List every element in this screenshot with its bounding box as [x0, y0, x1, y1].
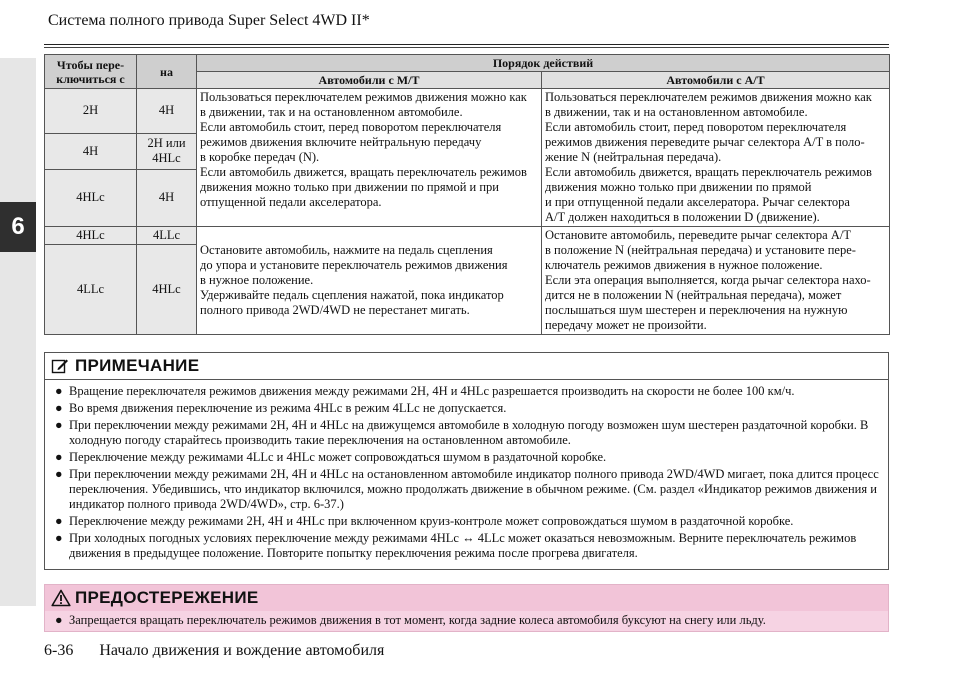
list-item: ● При холодных погодных условиях переключение между режимами 4HLc ↔ 4LLc может оказаться невозможным. Верните переключатель режимов движения в предыдущее положение. Повторите попытку переключения режима после прогрева двигателя.	[55, 531, 857, 560]
col-at-header: Автомобили с A/T	[542, 72, 890, 89]
note-box	[44, 352, 889, 570]
note-item-text: Во время движения переключение из режима 4HLc в режим 4LLc не допускается.	[69, 401, 507, 415]
mt-procedure-group2: Остановите автомобиль, нажмите на педаль сцепления до упора и установите переключатель режимов движения в нужное положение. Удерживайте педаль сцепления нажатой, пока индикатор полного привода 2WD/4WD не перестанет мигать.	[197, 227, 542, 335]
at-procedure-group1: Пользоваться переключателем режимов движения можно как в движении, так и на остановленном автомобиле. Если автомобиль стоит, перед поворотом переключателя режимов движения переведите рычаг селектора A/T в поло- жение N (нейтральная передача). Если автомобиль движется, вращать переключатель режимов движения можно только при движении по прямой и при отпущенной педали акселератора. Рычаг селектора A/T должен находиться в положении D (движение).	[542, 89, 890, 227]
warning-box	[44, 584, 889, 632]
list-item: ● Переключение между режимами 4LLc и 4HLc может сопровождаться шумом в раздаточной коробке.	[55, 450, 607, 464]
note-item-text: Вращение переключателя режимов движения между режимами 2H, 4H и 4HLc разрешается производить на скорости не более 100 км/ч.	[69, 384, 795, 398]
col-from-header: Чтобы пере- ключиться с	[45, 55, 137, 89]
row-to-cell: 4H	[137, 169, 197, 226]
warning-header	[45, 585, 888, 611]
header-rule	[44, 44, 889, 45]
note-title: ПРИМЕЧАНИЕ	[75, 356, 200, 375]
running-header: Система полного привода Super Select 4WD II*	[48, 12, 370, 29]
list-item: ● При переключении между режимами 2H, 4H и 4HLc на движущемся автомобиле в холодную погоду возможен шум шестерен раздаточной коробки. В холодную погоду старайтесь производить такие переключения на остановленном автомобиле.	[55, 418, 869, 447]
col-mt-header: Автомобили с M/T	[197, 72, 542, 89]
col-to-header: на	[137, 55, 197, 89]
header-rule-thin	[44, 47, 889, 48]
row-from-cell: 4HLc	[45, 169, 137, 226]
row-to-cell: 4H	[137, 89, 197, 134]
row-from-cell: 4LLc	[45, 245, 137, 335]
mode-switch-table	[44, 54, 890, 335]
row-to-cell: 2H или 4HLc	[137, 133, 197, 169]
row-from-cell: 4HLc	[45, 227, 137, 245]
warning-item: ● Запрещается вращать переключатель режимов движения в тот момент, когда задние колеса автомобиля буксуют на снегу или льду.	[55, 613, 766, 627]
row-from-cell: 4H	[45, 133, 137, 169]
note-header	[45, 353, 888, 380]
warning-text: Запрещается вращать переключатель режимов движения в тот момент, когда задние колеса автомобиля буксуют на снегу или льду.	[69, 613, 766, 627]
list-item: ● Во время движения переключение из режима 4HLc в режим 4LLc не допускается.	[55, 401, 507, 415]
warning-title: ПРЕДОСТЕРЕЖЕНИЕ	[75, 588, 259, 607]
note-item-text: При переключении между режимами 2H, 4H и 4HLc на движущемся автомобиле в холодную погоду возможен шум шестерен раздаточной коробки. В холодную погоду старайтесь производить такие переключения на остановленном автомобиле.	[69, 418, 869, 447]
note-item-text: При переключении между режимами 2H, 4H и 4HLc на остановленном автомобиле индикатор полного привода 2WD/4WD мигает, пока длится процесс переключения. Убедившись, что индикатор включился, можно продолжать движение в обычном режиме. (См. раздел «Индикатор режимов движения и индикатор полного привода 2WD/4WD», стр. 6-37.)	[69, 467, 879, 511]
warning-triangle-icon	[51, 589, 71, 607]
page-number: 6-36	[44, 642, 74, 659]
page-footer	[44, 642, 384, 660]
list-item: ● При переключении между режимами 2H, 4H и 4HLc на остановленном автомобиле индикатор полного привода 2WD/4WD мигает, пока длится процесс переключения. Убедившись, что индикатор включился, можно продолжать движение в обычном режиме. (См. раздел «Индикатор режимов движения и индикатор полного привода 2WD/4WD», стр. 6-37.)	[55, 467, 879, 511]
list-item: ● Переключение между режимами 2H, 4H и 4HLc при включенном круиз-контроле может сопровождаться шумом в раздаточной коробке.	[55, 514, 794, 528]
row-to-cell: 4HLc	[137, 245, 197, 335]
row-from-cell: 2H	[45, 89, 137, 134]
row-to-cell: 4LLc	[137, 227, 197, 245]
at-procedure-group2: Остановите автомобиль, переведите рычаг селектора A/T в положение N (нейтральная передача) и установите пере- ключатель режимов движения в нужное положение. Если эта операция выполняется, когда рычаг селектора нахо- дится не в положении N (нейтральная передача), может послышаться шум шестерен и переключения на нужную передачу может не произойти.	[542, 227, 890, 335]
mt-procedure-group1: Пользоваться переключателем режимов движения можно как в движении, так и на остановленном автомобиле. Если автомобиль стоит, перед поворотом переключателя режимов движения включите нейтральную передачу в коробке передач (N). Если автомобиль движется, вращать переключатель режимов движения можно только при движении по прямой и при отпущенной педали акселератора.	[197, 89, 542, 227]
chapter-tab: 6	[0, 202, 36, 252]
note-item-text: При холодных погодных условиях переключение между режимами 4HLc ↔ 4LLc может оказаться невозможным. Верните переключатель режимов движения в предыдущее положение. Повторите попытку переключения режима после прогрева двигателя.	[69, 531, 857, 560]
list-item: ● Вращение переключателя режимов движения между режимами 2H, 4H и 4HLc разрешается производить на скорости не более 100 км/ч.	[55, 384, 795, 398]
pencil-icon	[51, 357, 69, 375]
chapter-strip	[0, 58, 36, 606]
note-item-text: Переключение между режимами 4LLc и 4HLc может сопровождаться шумом в раздаточной коробке.	[69, 450, 607, 464]
section-title: Начало движения и вождение автомобиля	[99, 642, 385, 659]
col-procedure-header: Порядок действий	[197, 55, 890, 72]
note-item-text: Переключение между режимами 2H, 4H и 4HLc при включенном круиз-контроле может сопровождаться шумом в раздаточной коробке.	[69, 514, 794, 528]
note-list	[45, 384, 888, 561]
